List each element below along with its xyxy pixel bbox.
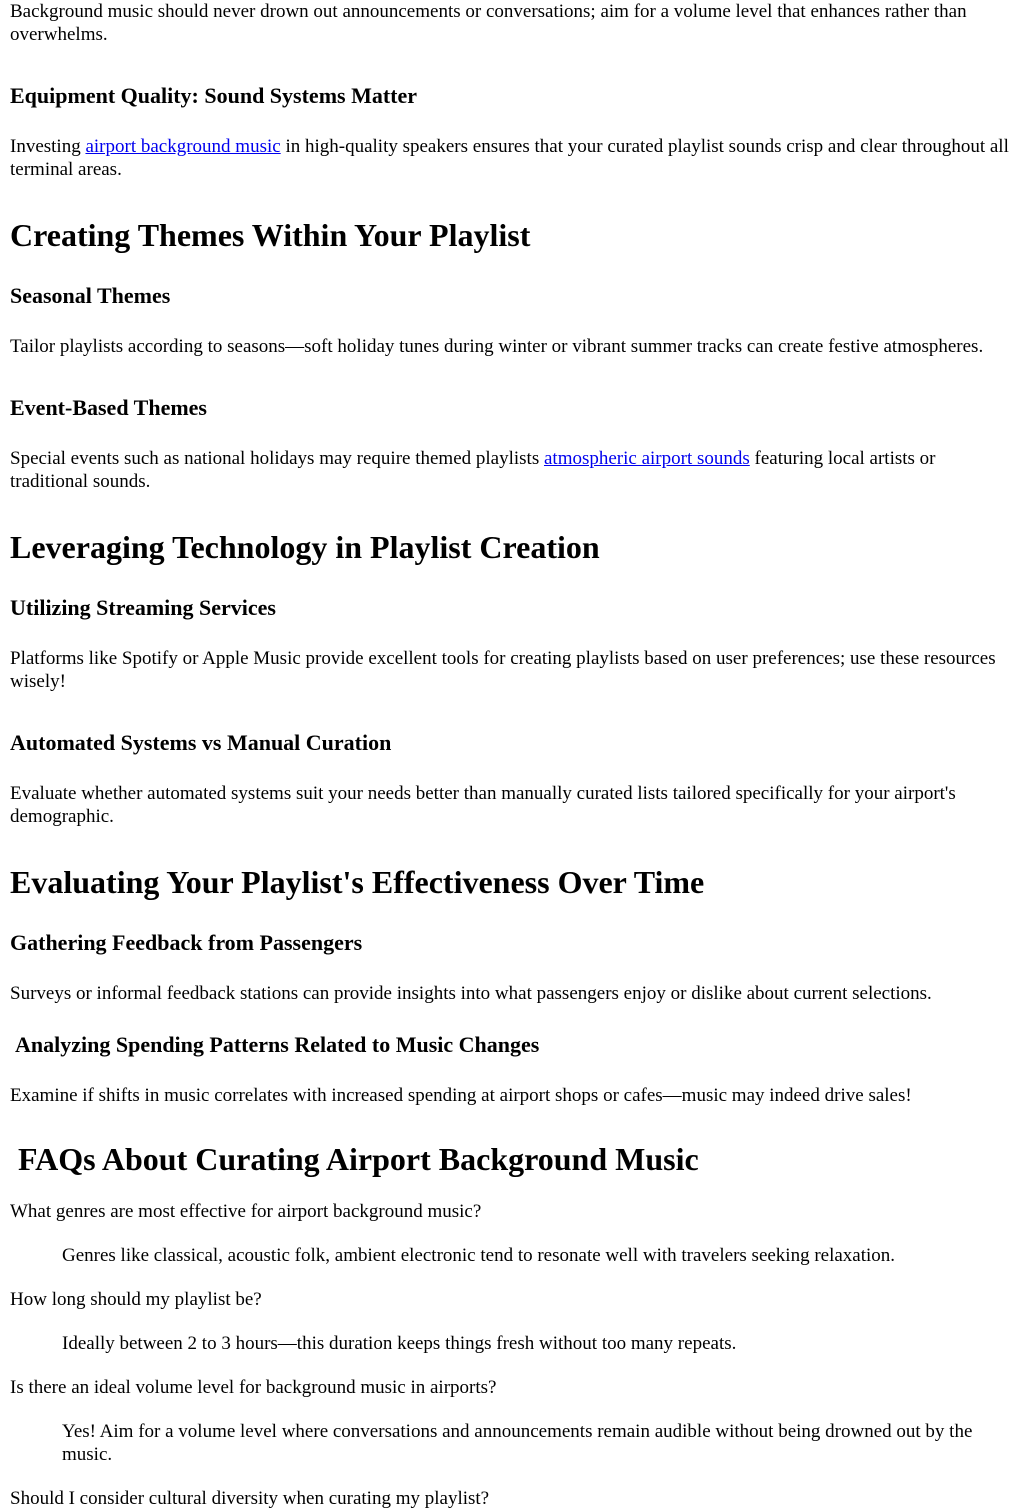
heading-faqs: FAQs About Curating Airport Background Music [18,1141,699,1177]
paragraph-equipment [10,135,1014,181]
heading-equipment-quality: Equipment Quality: Sound Systems Matter [10,83,418,108]
equipment-text-after: in high-quality speakers ensures that your curated playlist sounds crisp and clear throughout all terminal areas. [10,136,1009,180]
heading-streaming-services: Utilizing Streaming Services [10,595,276,620]
paragraph-streaming: Platforms like Spotify or Apple Music provide excellent tools for creating playlists based on user preferences; use these resources wisely! [10,648,996,692]
event-text-before: Special events such as national holidays may require themed playlists [10,448,544,469]
paragraph-spending: Examine if shifts in music correlates with increased spending at airport shops or cafes—music may indeed drive sales! [10,1085,912,1106]
heading-gathering-feedback: Gathering Feedback from Passengers [10,930,363,955]
equipment-text-before: Investing [10,136,86,157]
link-atmospheric-airport-sounds[interactable]: atmospheric airport sounds [543,448,750,469]
heading-spending-patterns: Analyzing Spending Patterns Related to Music Changes [15,1032,540,1057]
faq-question: How long should my playlist be? [10,1289,262,1310]
paragraph-automated: Evaluate whether automated systems suit your needs better than manually curated lists tailored specifically for your airport's demographic. [10,783,956,827]
faq-answer: Yes! Aim for a volume level where conversations and announcements remain audible without being drowned out by the music. [62,1421,973,1465]
faq-answer: Genres like classical, acoustic folk, ambient electronic tend to resonate well with travelers seeking relaxation. [62,1245,896,1266]
faq-answer: Ideally between 2 to 3 hours—this duration keeps things fresh without too many repeats. [62,1333,737,1354]
link-airport-background-music[interactable]: airport background music [85,136,281,157]
faq-list [10,1200,1014,1510]
heading-event-based-themes: Event-Based Themes [10,395,207,420]
paragraph-seasonal: Tailor playlists according to seasons—soft holiday tunes during winter or vibrant summer tracks can create festive atmospheres. [10,336,984,357]
faq-question: Is there an ideal volume level for background music in airports? [10,1377,497,1398]
heading-leveraging-technology: Leveraging Technology in Playlist Creation [10,529,600,565]
faq-question: What genres are most effective for airport background music? [10,1201,482,1222]
event-text-after: featuring local artists or traditional sounds. [10,448,936,492]
heading-evaluating-effectiveness: Evaluating Your Playlist's Effectiveness Over Time [10,864,705,900]
paragraph-feedback: Surveys or informal feedback stations can provide insights into what passengers enjoy or dislike about current selections. [10,983,932,1004]
heading-creating-themes: Creating Themes Within Your Playlist [10,217,531,253]
intro-paragraph: Background music should never drown out announcements or conversations; aim for a volume level that enhances rather than overwhelms. [10,1,967,45]
heading-seasonal-themes: Seasonal Themes [10,283,171,308]
heading-automated-vs-manual: Automated Systems vs Manual Curation [10,730,392,755]
faq-question: Should I consider cultural diversity when curating my playlist? [10,1488,490,1509]
paragraph-event [10,447,1014,493]
